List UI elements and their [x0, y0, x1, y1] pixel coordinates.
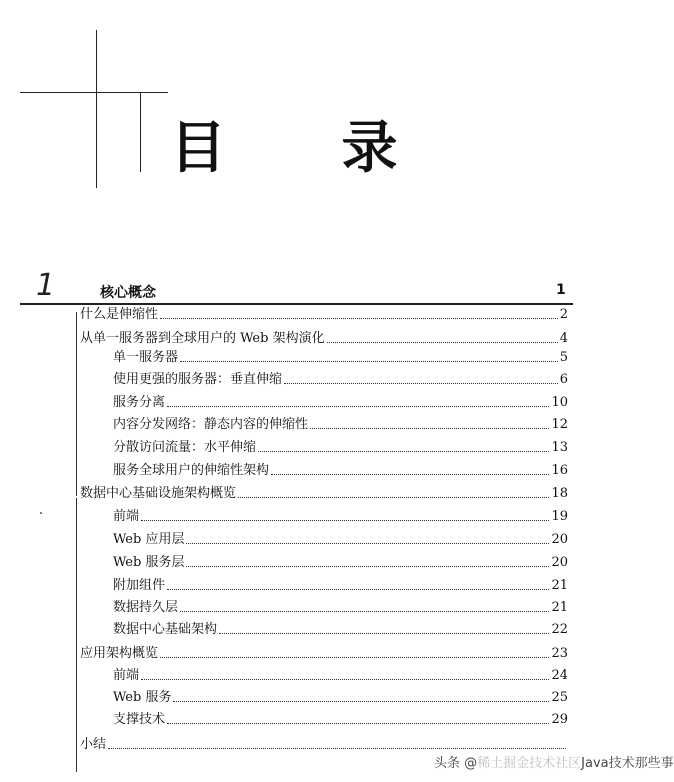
- scan-speck: [40, 512, 42, 514]
- toc-entry-page: 10: [551, 395, 568, 410]
- toc-entry-page: 22: [551, 622, 568, 637]
- toc-entry-label: 前端: [113, 668, 140, 683]
- decorative-vertical-line-short: [140, 92, 141, 172]
- toc-entry-label: 小结: [80, 737, 107, 752]
- toc-entry[interactable]: [113, 413, 568, 433]
- section-bar: [76, 498, 77, 661]
- toc-entry-page: 23: [551, 646, 568, 661]
- toc-entry-label: Web 服务: [113, 690, 172, 705]
- toc-entry-page: 13: [551, 440, 568, 455]
- toc-entry-page: 18: [551, 486, 568, 501]
- toc-leader-dots: [173, 701, 549, 702]
- toc-entry-label: 服务全球用户的伸缩性架构: [113, 463, 270, 478]
- toc-entry[interactable]: [113, 391, 568, 411]
- chapter-title: 核心概念: [100, 285, 156, 301]
- toc-entry[interactable]: [113, 664, 568, 684]
- toc-entry-page: 6: [559, 372, 568, 387]
- toc-leader-dots: [186, 543, 549, 544]
- toc-entry-label: 数据中心基础设施架构概览: [80, 486, 237, 501]
- toc-entry[interactable]: [80, 482, 568, 502]
- toc-entry-label: 单一服务器: [113, 350, 179, 365]
- toc-entry[interactable]: [80, 733, 568, 753]
- toc-entry[interactable]: [113, 596, 568, 616]
- decorative-horizontal-line: [20, 92, 168, 93]
- toc-leader-dots: [167, 723, 549, 724]
- toc-entry[interactable]: [113, 528, 568, 548]
- toc-entry-label: 内容分发网络：静态内容的伸缩性: [113, 417, 309, 432]
- toc-leader-dots: [186, 566, 549, 567]
- toc-entry[interactable]: [80, 327, 568, 347]
- chapter-page-number: 1: [556, 282, 566, 298]
- toc-entry-label: 数据持久层: [113, 600, 179, 615]
- toc-entry-page: 20: [551, 532, 568, 547]
- toc-leader-dots: [258, 451, 549, 452]
- toc-entry-label: Web 服务层: [113, 555, 185, 570]
- toc-entry-page: 25: [551, 690, 568, 705]
- toc-entry[interactable]: [113, 708, 568, 728]
- toc-entry[interactable]: [80, 642, 568, 662]
- watermark-prefix: 头条 @: [434, 756, 478, 771]
- toc-entry-label: 分散访问流量：水平伸缩: [113, 440, 257, 455]
- toc-entry-label: 支撑技术: [113, 712, 166, 727]
- toc-entry-page: 24: [551, 668, 568, 683]
- toc-entry-page: 29: [551, 712, 568, 727]
- toc-entry-label: 数据中心基础架构: [113, 622, 218, 637]
- toc-entry-page: 19: [551, 509, 568, 524]
- toc-leader-dots: [160, 318, 558, 319]
- decorative-vertical-line: [96, 30, 97, 188]
- toc-entry-page: 21: [551, 578, 568, 593]
- toc-leader-dots: [167, 406, 549, 407]
- toc-entry-page: 16: [551, 463, 568, 478]
- toc-leader-dots: [108, 748, 566, 749]
- toc-entry[interactable]: [80, 303, 568, 323]
- toc-entry[interactable]: [113, 686, 568, 706]
- toc-entry-label: 附加组件: [113, 578, 166, 593]
- toc-entry[interactable]: [113, 618, 568, 638]
- watermark-faint: 稀土掘金技术社区: [477, 756, 582, 771]
- toc-leader-dots: [284, 383, 558, 384]
- toc-entry[interactable]: [113, 436, 568, 456]
- toc-entry-label: 应用架构概览: [80, 646, 159, 661]
- toc-entry-page: 5: [559, 350, 568, 365]
- toc-leader-dots: [167, 589, 549, 590]
- toc-entry[interactable]: [113, 459, 568, 479]
- watermark-suffix: Java技术那些事: [581, 756, 674, 771]
- toc-leader-dots: [180, 611, 549, 612]
- toc-entry[interactable]: [113, 505, 568, 525]
- toc-entry-page: 2: [559, 307, 568, 322]
- toc-leader-dots: [180, 361, 558, 362]
- toc-entry-page: 21: [551, 600, 568, 615]
- toc-entry-label: 使用更强的服务器：垂直伸缩: [113, 372, 283, 387]
- page-title: 目 录: [170, 116, 446, 181]
- toc-leader-dots: [141, 679, 549, 680]
- toc-entry[interactable]: [113, 574, 568, 594]
- toc-entry-label: 前端: [113, 509, 140, 524]
- toc-entry-page: 12: [551, 417, 568, 432]
- toc-entry-label: Web 应用层: [113, 532, 185, 547]
- toc-entry[interactable]: [113, 551, 568, 571]
- toc-entry-page: 4: [559, 331, 568, 346]
- toc-entry[interactable]: [113, 368, 568, 388]
- section-bar: [76, 742, 77, 772]
- toc-leader-dots: [271, 474, 549, 475]
- toc-entry-label: 从单一服务器到全球用户的 Web 架构演化: [80, 331, 325, 346]
- toc-leader-dots: [310, 428, 549, 429]
- toc-entry-label: 服务分离: [113, 395, 166, 410]
- toc-leader-dots: [327, 342, 558, 343]
- chapter-number: 1: [36, 268, 56, 303]
- toc-entry-label: 什么是伸缩性: [80, 307, 159, 322]
- toc-leader-dots: [219, 633, 549, 634]
- watermark: [434, 752, 674, 771]
- section-bar: [76, 312, 77, 496]
- toc-leader-dots: [238, 497, 549, 498]
- toc-leader-dots: [141, 520, 549, 521]
- toc-entry-page: 20: [551, 555, 568, 570]
- section-bar: [76, 659, 77, 744]
- toc-leader-dots: [160, 657, 549, 658]
- toc-entry[interactable]: [113, 346, 568, 366]
